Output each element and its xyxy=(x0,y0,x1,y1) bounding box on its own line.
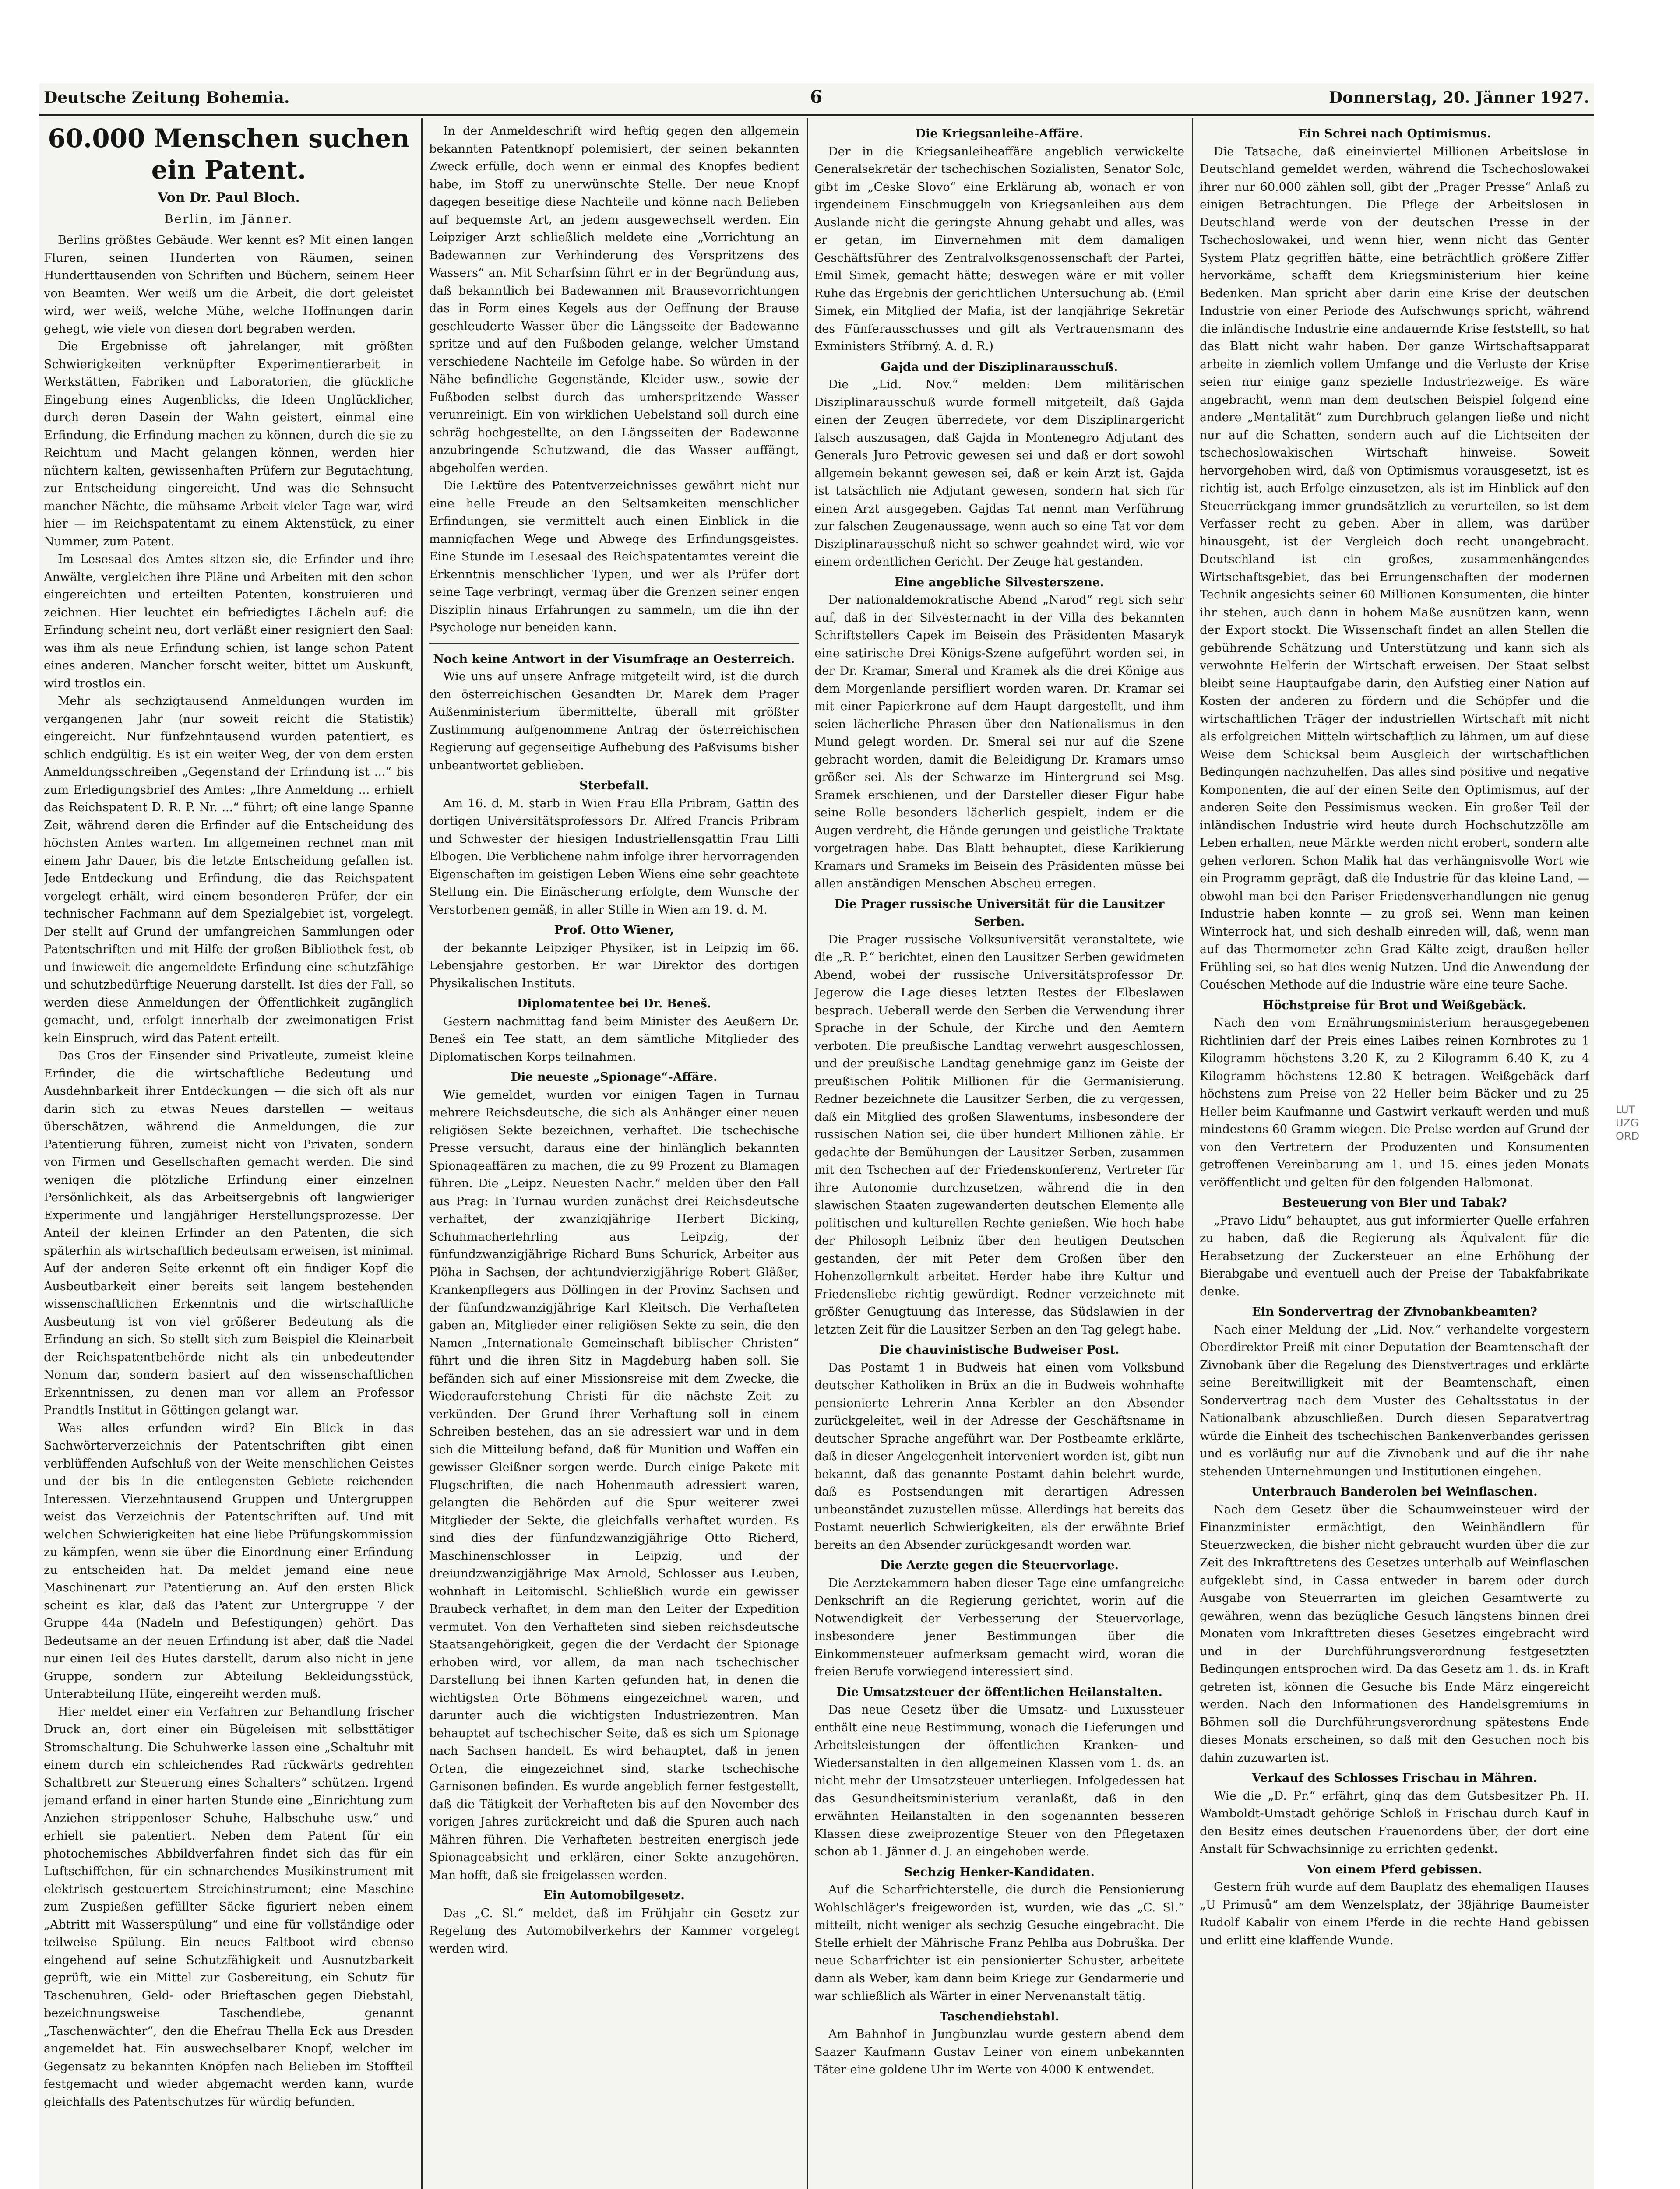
news-text: Die „Lid. Nov.“ melden: Dem militärischen Disziplinarausschuß wurde formell mitgeteilt, daß Gajda einen der Zeugen überredete, vor dem Disziplinargericht falsch auszusagen, daß Gajda in Montenegro Adjutant des Generals Juro Petrovic gewesen sei und daß er dort sowohl allgemein bekannt gewesen sei, daß er kein Arzt ist. Gajda ist tatsächlich nie Adjutant gewesen, sondern hat sich für einen Arzt ausgegeben. Gajdas Tat nennt man Verführung zur falschen Zeugenaussage, wenn auch so eine Tat vor dem Disziplinarausschuß nicht so schwer geahndet wird, wie vor einem ordentlichen Gericht. Der Zeuge hat gestanden. xyxy=(814,378,1184,569)
margin-stamp-line: UZG xyxy=(1616,1117,1639,1129)
news-item xyxy=(429,1069,799,1884)
article-paragraph: Was alles erfunden wird? Ein Blick in das Sachwörterverzeichnis der Patentschriften gibt einen verblüffenden Aufschluß von der Weite menschlichen Geistes und der bis in die entlegensten Gebiete reichenden Interessen. Vierzehntausend Gruppen und Untergruppen weist das Verzeichnis der Patentschriften auf. Und mit welchen Schwierigkeiten hat eine liebe Prüfungskommission zu kämpfen, wenn sie über die Einordnung einer Erfindung zu entscheiden hat. Da meldet jemand eine neue Maschinenart zur Patentierung an. Auf den ersten Blick scheint es klar, daß das Patent zur Untergruppe 7 der Gruppe 44a (Nadeln und Befestigungen) gehört. Das Bedeutsame an der neuen Erfindung ist aber, daß die Nadel nur einen Teil des Hutes darstellt, darum also nicht in jene Gruppe, sondern zur Abteilung Bekleidungsstück, Unterabteilung Hüte, eingereiht werden muß. xyxy=(44,1421,414,1701)
news-item xyxy=(814,1557,1184,1681)
news-headline: Die neueste „Spionage“-Affäre. xyxy=(511,1070,718,1084)
news-headline: Höchstpreise für Brot und Weißgebäck. xyxy=(1263,998,1526,1012)
news-headline: Ein Sondervertrag der Zivnobankbeamten? xyxy=(1252,1305,1537,1319)
news-item xyxy=(429,1887,799,1958)
news-text: Der nationaldemokratische Abend „Narod“ regt sich sehr auf, daß in der Silvesternacht in der Villa des bekannten Schriftstellers Capek im Beisein des Präsidenten Masaryk eine satirische Drei Königs-Szene aufgeführt worden sei, in der Dr. Kramar, Smeral und Kramek als die drei Könige aus dem Morgenlande persifliert worden waren. Dr. Kramar sei mit einer Papierkrone auf dem Haupt dargestellt, und ihm seien lächerliche Phrasen über den Nationalismus in den Mund gelegt worden. Dr. Smeral sei nur auf die Szene gebracht worden, damit die Beleidigung Dr. Kramars umso größer sei. Als der Schwarze im Hintergrund sei Msg. Sramek erschienen, und der Darsteller dieser Figur habe seine Rolle besonders lächerlich gespielt, indem er die Augen verdreht, die Hände gerungen und geistliche Traktate vorgetragen habe. Das Blatt behauptet, diese Karikierung Kramars und Srameks im Beisein des Präsidenten müsse bei allen anständigen Menschen Abscheu erregen. xyxy=(814,593,1184,890)
masthead xyxy=(39,83,1594,116)
news-item xyxy=(1200,1194,1589,1301)
page-number: 6 xyxy=(810,87,822,107)
news-headline: Die chauvinistische Budweiser Post. xyxy=(879,1343,1120,1357)
news-list xyxy=(814,125,1184,2079)
paper-name: Deutsche Zeitung Bohemia. xyxy=(44,88,290,107)
issue-date: Donnerstag, 20. Jänner 1927. xyxy=(1329,88,1589,107)
news-item xyxy=(814,1864,1184,2006)
news-headline: Sterbefall. xyxy=(579,779,649,792)
newspaper-page xyxy=(39,83,1594,2189)
news-item xyxy=(814,125,1184,356)
news-list xyxy=(429,651,799,1958)
article-paragraph: Hier meldet einer ein Verfahren zur Behandlung frischer Druck an, dort einer ein Bügeleisen mit selbsttätiger Stromschaltung. Die Schuhwerke lassen eine „Schaltuhr mit einem durch ein schleichendes Rad rückwärts gedrehten Schaltbrett zur Steuerung eines Schalters“ schützen. Irgend jemand erfand in einer harten Stunde eine „Einrichtung zum Anziehen strippenloser Schuhe, Halbschuhe usw.“ und erhielt sie patentiert. Neben dem Patent für ein photochemisches Abbildverfahren findet sich das für ein Luftschiffchen, für ein schnarchendes Musikinstrument mit elektrisch gesteuertem Streichinstrument; eine Maschine zum Zuspießen gefüllter Säcke figuriert neben einem „Abtritt mit Wasserspülung“ und eine für vollständige oder teilweise Spülung. Ein neues Faltboot wird ebenso eingehend auf seine Schutzfähigkeit und Ausnutzbarkeit geprüft, wie ein Mittel zur Gasbereitung, ein Schutz für Taschenuhren, Geld- oder Brieftaschen gegen Diebstahl, bezeichnungsweise Taschendiebe, genannt „Taschenwächter“, den die Ehefrau Thella Eck aus Dresden angemeldet hat. Ein auswechselbarer Knopf, welcher im Gegensatz zu bekannten Knöpfen nach Belieben im Stoffteil festgemacht und wieder abgemacht werden kann, wurde gleichfalls des Patentschutzes für würdig befunden. xyxy=(44,1705,414,2109)
column-rule xyxy=(421,118,423,2189)
news-item xyxy=(1200,997,1589,1192)
news-text: der bekannte Leipziger Physiker, ist in Leipzig im 66. Lebensjahre gestorben. Er war Direktor des dortigen Physikalischen Instituts. xyxy=(429,941,799,990)
news-headline: Taschendiebstahl. xyxy=(940,2010,1059,2024)
news-headline: Ein Schrei nach Optimismus. xyxy=(1298,127,1491,141)
article-paragraph: In der Anmeldeschrift wird heftig gegen den allgemein bekannten Patentknopf polemisiert, der seinen bekannten Zweck erfülle, doch wenn er einmal des Knopfes bedient habe, im Stoff zu unerwünschte Stelle. Der neue Knopf dagegen beseitige diese Nachteile und könne nach Belieben auf bequemste Art, an jedem ausgewechselt werden. Ein Leipziger Arzt schließlich meldete eine „Vorrichtung an Badewannen zur Verhinderung des Verspritzens des Wassers“ an. Mit Scharfsinn führt er in der Begründung aus, daß bekanntlich bei Badewannen mit Brausevorrichtungen das in Form eines Kegels aus der Oeffnung der Brause geschleuderte Wasser über die Längsseite der Badewanne spritze und auf den Fußboden gelange, welcher Umstand verschiedene Nachteile im Gefolge habe. So würden in der Nähe befindliche Gegenstände, Kleider usw., sowie der Fußboden selbst durch das umherspritzende Wasser verunreinigt. Ein von wirklichen Uebelstand soll durch eine schräg hochgestellte, an den Längsseiten der Badewanne anzubringende Schutzwand, die das Wasser auffängt, abgeholfen werden. xyxy=(429,124,799,475)
news-headline: Noch keine Antwort in der Visumfrage an Oesterreich. xyxy=(433,652,795,666)
news-item xyxy=(1200,1861,1589,1950)
news-headline: Die Kriegsanleihe-Affäre. xyxy=(915,127,1084,141)
news-headline: Verkauf des Schlosses Frischau in Mähren. xyxy=(1252,1771,1537,1785)
news-text: Gestern nachmittag fand beim Minister des Aeußern Dr. Beneš ein Tee statt, an dem sämtliche Mitglieder des Diplomatischen Korps teilnahmen. xyxy=(429,1014,799,1064)
margin-stamp-line: LUT xyxy=(1616,1104,1635,1116)
news-item xyxy=(429,777,799,919)
column-rule xyxy=(1192,118,1193,2189)
news-text: Wie gemeldet, wurden vor einigen Tagen in Turnau mehrere Reichsdeutsche, die sich als Anhänger einer neuen religiösen Sekte bezeichnen, verhaftet. Die tschechische Presse versucht, daraus eine der hinlänglich bekannten Spionageaffären zu machen, die zu 99 Prozent zu Blamagen führen. Die „Leipz. Neuesten Nachr.“ melden über den Fall aus Prag: In Turnau wurden zunächst drei Reichsdeutsche verhaftet, der zwanzigjährige Herbert Bicking, Schuhmacherlehrling aus Leipzig, der fünfundzwanzigjährige Richard Buns Schurick, Arbeiter aus Plöha in Sachsen, der achtundvierzigjährige Robert Gläßer, Krankenpflegers aus Döllingen in der Provinz Sachsen und der fünfundzwanzigjährige Karl Kleitsch. Die Verhafteten gaben an, Mitglieder einer religiösen Sekte zu sein, die den Namen „Internationale Gemeinschaft biblischer Christen“ führt und die ihren Sitz in Magdeburg haben soll. Sie befänden sich auf einer Missionsreise mit dem Zwecke, die Wiederauferstehung Christi für die nächste Zeit zu verkünden. Der Grund ihrer Verhaftung soll in einem Schreiben bestehen, das an sie adressiert war und in dem sich die Mitteilung befand, daß für Munition und Waffen ein gewisser Gleißner sorgen werde. Durch einige Pakete mit Flugschriften, die nach Hohenmauth adressiert waren, gelangten die Behörden auf die Spur weiterer zwei Mitglieder der Sekte, die gleichfalls verhaftet wurden. Es sind dies der fünfundzwanzigjährige Otto Richerd, Maschinenschlosser in Leipzig, und der dreiundzwanzigjährige Max Arnold, Schlosser aus Leuben, wohnhaft in Leitomischl. Schließlich wurde ein gewisser Braubeck verhaftet, in dem man den Leiter der Expedition vermutet. Von den Verhafteten sind sieben reichsdeutsche Staatsangehörigkeit, gegen die der Verdacht der Spionage erhoben wird, vor allem, da man nach tschechischer Darstellung bei ihnen Karten gefunden hat, in denen die wichtigsten Orte Böhmens eingezeichnet waren, und darunter auch die wichtigsten Industriezentren. Man behauptet auf tschechischer Seite, daß es sich um Spionage nach Sachsen handelt. Es wird behauptet, daß in jenen Orten, die eingezeichnet sind, starke tschechische Garnisonen befinden. Es wurde angeblich ferner festgestellt, daß die Tätigkeit der Verhafteten bis auf den November des vorigen Jahres zurückreicht und daß die Spuren auch nach Mähren führen. Die Verhafteten bestreiten energisch jede Spionageabsicht und erklären, einer Sekte anzugehören. Man hofft, daß sie freigelassen werden. xyxy=(429,1088,799,1882)
article-byline: Von Dr. Paul Bloch. xyxy=(158,190,300,205)
news-list xyxy=(1200,125,1589,1950)
news-text: Die Tatsache, daß eineinviertel Millionen Arbeitslose in Deutschland gemeldet werden, während die Tschechoslowakei ihrer nur 60.000 zählen soll, gibt der „Prager Presse“ Anlaß zu einigen Betrachtungen. Die Pflege der Arbeitslosen in Deutschland werde von der deutschen Presse in der Tschechoslowakei, und wenn hier, wenn nicht das Genter System Platz gegriffen hätte, eine beträchtlich größere Ziffer hervorkäme, schafft dem Kriegsministerium hier keine Bedenken. Man spricht aber darin eine Krise der deutschen Industrie von einer Periode des Aufschwungs spricht, während die inländische Industrie eine andauernde Krise feststellt, so hat das Blatt nicht wahr haben. Der ganze Wirtschaftsapparat arbeite in ziemlich vollem Umfange und die Verluste der Krise seien nur einige ganz spezielle Industriezweige. Es wäre angebracht, wenn man dem deutschen Beispiel folgend eine andere „Mentalität“ zum Durchbruch gelangen ließe und nicht nur auf die Schatten, sondern auch auf die Lichtseiten der tschechoslowakischen Wirtschaft hinweise. Soweit hervorgehoben wird, daß von Optimismus vorausgesetzt, ist es richtig ist, auch Erfolge einzusetzen, als ist im Hinblick auf den Steuerrückgang immer grundsätzlich zu verurteilen, so ist dem Verfasser recht zu geben. Aber in allem, was darüber hinausgeht, ist der Vergleich doch recht unangebracht. Deutschland ist ein großes, zusammenhängendes Wirtschaftsgebiet, das bei Errungenschaften der modernen Technik angesichts seiner 60 Millionen Konsumenten, die hinter ihr stehen, auch dann in hohem Maße ausnützen kann, wenn der Export stockt. Die Wissenschaft findet an allen Stellen die gebührende Schätzung und Unterstützung und kann sich als verwohnte Helferin der Wirtschaft erweisen. Der Staat selbst bleibt seine Hauptaufgabe darin, den Aufstieg einer Nation auf Kosten der anderen zu fördern und die Schöpfer und die wirtschaftlichen Träger der industriellen Wirtschaft mit nicht als erfolgreichen Mitteln wirtschaftlich zu lähmen, um auf diese Weise dem Schicksal beim Ausgleich der wirtschaftlichen Bedingungen nachzuhelfen. Das alles sind positive und negative Komponenten, die auf der einen Seite den Optimismus, auf der anderen Seite den Pessimismus wecken. Ein großer Teil der inländischen Industrie wird heute durch Hochschutzzölle am Leben erhalten, neue Märkte werden nicht erobert, sondern alte gehen verloren. Schon Malik hat das verhängnisvolle Wort wie ein Programm geprägt, daß die Industrie für das kleine Land, — obwohl man bei den Pariser Friedensverhandlungen nie genug Industrie haben konnte — zu groß sei. Wenn man keinen Winterrock hat, und sich deshalb einreden will, daß, wenn man auf das Thermometer zehn Grad Kälte zeigt, draußen heller Frühling sei, so hat dies wenig Nutzen. Und die Anwendung der Couéschen Methode auf die Industrie wäre eine teure Sache. xyxy=(1200,144,1589,992)
column-1 xyxy=(44,123,414,2189)
news-text: Wie uns auf unsere Anfrage mitgeteilt wird, ist die durch den österreichischen Gesandten Dr. Marek dem Prager Außenministerium übermittelte, überall mit größter Zustimmung aufgenommene Antrag der österreichischen Regierung auf gegenseitige Aufhebung des Paßvisums bisher unbeantwortet geblieben. xyxy=(429,670,799,772)
news-headline: Ein Automobilgesetz. xyxy=(543,1889,685,1902)
news-item xyxy=(1200,1303,1589,1481)
news-headline: Diplomatentee bei Dr. Beneš. xyxy=(517,997,711,1010)
article-paragraph: Die Ergebnisse oft jahrelanger, mit größten Schwierigkeiten verknüpfter Experimentierarbeit in Werkstätten, Fabriken und Laboratorien, die glückliche Eingebung eines Augenblicks, die Ideen Unglücklicher, durch deren Dasein der Wahn geistert, einmal eine Erfindung, die Erfindung machen zu können, durch die sie zu Reichtum und Macht gelangen können, werden hier nüchtern kalten, gewissenhaften Prüfern zur Begutachtung, zur Entscheidung eingereicht. Und was die Sehnsucht mancher Nächte, die mühsame Arbeit vieler Tage war, wird hier — im Reichspatentamt zu einem Aktenstück, zu einer Nummer, zum Patent. xyxy=(44,340,414,549)
news-text: „Pravo Lidu“ behauptet, aus gut informierter Quelle erfahren zu haben, daß die Regierung als Äquivalent für die Herabsetzung der Zuckersteuer an eine Erhöhung der Bierabgabe und eventuell auch der Preise der Tabakfabrikate denke. xyxy=(1200,1214,1589,1299)
article-paragraph: Die Lektüre des Patentverzeichnisses gewährt nicht nur eine helle Freude an den Seltsamkeiten menschlicher Erfindungen, sie vermittelt auch einen Einblick in die mannigfachen Wege und Abwege des Erfindungsgeistes. Eine Stunde im Lesesaal des Reichspatentamtes vereint die Erkenntnis menschlicher Typen, und wer als Prüfer dort seine Tage verbringt, vermag über die Grenzen seiner engen Disziplin hinaus Erfahrungen zu sammeln, um die ihn der Psychologe nur beneiden kann. xyxy=(429,479,799,634)
news-item xyxy=(1200,1483,1589,1767)
column-4 xyxy=(1200,123,1589,2189)
news-headline: Gajda und der Disziplinarausschuß. xyxy=(881,360,1118,374)
news-item xyxy=(814,896,1184,1339)
news-headline: Die Aerzte gegen die Steuervorlage. xyxy=(880,1559,1119,1572)
column-2 xyxy=(429,123,799,2189)
news-headline: Die Prager russische Universität für die Lausitzer Serben. xyxy=(834,897,1165,929)
news-text: Das „C. Sl.“ meldet, daß im Frühjahr ein Gesetz zur Regelung des Automobilverkehrs der Kammer vorgelegt werden wird. xyxy=(429,1906,799,1956)
section-divider xyxy=(429,643,799,644)
margin-stamp-line: ORD xyxy=(1616,1130,1640,1142)
news-headline: Besteuerung von Bier und Tabak? xyxy=(1282,1196,1507,1210)
news-headline: Von einem Pferd gebissen. xyxy=(1307,1862,1483,1876)
news-item xyxy=(814,2008,1184,2079)
news-item xyxy=(814,359,1184,571)
news-text: Gestern früh wurde auf dem Bauplatz des ehemaligen Hauses „U Primusů“ am dem Wenzelsplatz, der 38jährige Baumeister Rudolf Kabalir von einem Pferde in die rechte Hand gebissen und erlitt eine klaffende Wunde. xyxy=(1200,1880,1589,1947)
news-text: Nach einer Meldung der „Lid. Nov.“ verhandelte vorgestern Oberdirektor Preiß mit einer Deputation der Beamtenschaft der Zivnobank über die Regelung des Dienstvertrages und erklärte seine Bereitwilligkeit mit der Beamtenschaft, einen Sondervertrag nach dem Muster des Gehaltsstatus in der Nationalbank abzuschließen. Durch diesen Separatvertrag würde die Einheit des tschechischen Bankenverbandes gerissen und es vorläufig nur auf die Zivnobank und auf die ihr nahe stehenden Unternehmungen und Institutionen eingehen. xyxy=(1200,1323,1589,1478)
news-headline: Unterbrauch Banderolen bei Weinflaschen. xyxy=(1251,1485,1538,1499)
article-paragraph: Das Gros der Einsender sind Privatleute, zumeist kleine Erfinder, die die wirtschaftliche Bedeutung und Ausdehnbarkeit ihrer Entdeckungen — die sich oft als nur darin sich zu etwas Neues darstellen — weitaus überschätzen, während die Anmeldungen, die zur Patentierung führen, zumeist nicht von Privaten, sondern von Firmen und Gesellschaften gemacht werden. Die sind wenigen die plötzliche Erfindung einer einzelnen Persönlichkeit, als das Arbeitsergebnis oft langwieriger Experimente und langjähriger Herstellungsprozesse. Der Anteil der kleinen Erfinder an den Patenten, die sich späterhin als wirtschaftlich bedeutsam erweisen, ist minimal. Auf der anderen Seite erkennt oft ein findiger Kopf die Ausbeutbarkeit einer bereits seit langem bestehenden wissenschaftlichen Erkenntnis und die wirtschaftliche Ausbeutung ist von viel größerer Bedeutung als die Erfindung an sich. So stellt sich zum Beispiel die Kleinarbeit der Reichspatentbehörde nicht als ein unbedeutender Nonum dar, sondern basiert auf den wissenschaftlichen Erkenntnissen, zu denen man vor allem an Professor Prandtls Institut in Göttingen gelangt war. xyxy=(44,1049,414,1417)
article-paragraph: Berlins größtes Gebäude. Wer kennt es? Mit einen langen Fluren, seinen Hunderten von Räumen, seinen Hunderttausenden von Schriften und Büchern, seinem Heer von Beamten. Wer weiß um die Arbeit, die dort geleistet wird, wer weiß, welche Mühe, welche Hoffnungen darin gehegt, wie viele von diesen dort begraben werden. xyxy=(44,233,414,336)
news-item xyxy=(429,922,799,992)
news-text: Das Postamt 1 in Budweis hat einen vom Volksbund deutscher Katholiken in Brüx an die in Budweis wohnhafte pensionierte Lehrerin Anna Kerbler an den Absender zurückgeleitet, weil in der Adresse der Geschäftsname in deutscher Sprache angeführt war. Der Postbeamte erklärte, daß in dieser Angelegenheit interveniert worden ist, gibt nun bekannt, daß das genannte Postamt dahin belehrt wurde, daß es Postsendungen mit derartigen Adressen unbeanständet zuzustellen müsse. Allerdings hat bereits das Postamt neuerlich Schwierigkeiten, als der erwähnte Brief bereits an den Absender zurückgesandt worden war. xyxy=(814,1361,1184,1552)
news-text: Wie die „D. Pr.“ erfährt, ging das dem Gutsbesitzer Ph. H. Wamboldt-Umstadt gehörige Schloß in Frischau durch Kauf in den Besitz eines deutschen Frauenordens über, der dort eine Anstalt für Schwachsinnige zu errichten gedenkt. xyxy=(1200,1789,1589,1856)
news-headline: Eine angebliche Silvesterszene. xyxy=(895,575,1104,589)
article-headline: 60.000 Menschen suchen ein Patent. xyxy=(48,123,410,185)
news-text: Die Aerztekammern haben dieser Tage eine umfangreiche Denkschrift an die Regierung gerichtet, worin auf die Notwendigkeit der Verbesserung der Steuervorlage, insbesondere jener Bestimmungen über die Einkommensteuer aufmerksam gemacht wird, woran die freien Berufe vorwiegend interessiert sind. xyxy=(814,1576,1184,1679)
news-headline: Prof. Otto Wiener, xyxy=(554,923,674,937)
news-headline: Die Umsatzsteuer der öffentlichen Heilanstalten. xyxy=(836,1685,1162,1699)
news-text: Der in die Kriegsanleiheaffäre angeblich verwickelte Generalsekretär der tschechischen Sozialisten, Senator Solc, gibt im „Ceske Slovo“ eine Erklärung ab, wonach er von irgendeinem Einschmuggeln von Kriegsanleihen aus dem Auslande nicht die geringste Ahnung gehabt und alles, was er getan, im Einvernehmen mit dem damaligen Geschäftsführer des Zentralvolksgenossenschaft der Partei, Emil Simek, gemacht hätte; deswegen wäre er mit voller Ruhe das Ergebnis der gerichtlichen Untersuchung ab. (Emil Simek, ein Mitglied der Mafia, ist der langjährige Sekretär des Fünferausschusses und gilt als Vertrauensmann des Exministers Stříbrný. A. d. R.) xyxy=(814,144,1184,353)
column-3 xyxy=(814,123,1184,2189)
news-item xyxy=(814,1684,1184,1861)
news-text: Nach den vom Ernährungsministerium herausgegebenen Richtlinien darf der Preis eines Laibes reinen Kornbrotes zu 1 Kilogramm höchstens 3.20 K, zu 2 Kilogramm 6.40 K, zu 4 Kilogramm höchstens 12.80 K betragen. Weißgebäck darf höchstens zum Preise von 22 Heller beim Bäcker und zu 25 Heller beim Kaufmanne und Gastwirt verkauft werden und muß mindestens 60 Gramm wiegen. Die Preise werden auf Grund der von den Vertretern der Produzenten und Konsumenten getroffenen Vereinbarung am 1. und 15. eines jeden Monats veröffentlicht und gelten für den folgenden Halbmonat. xyxy=(1200,1016,1589,1190)
margin-stamp xyxy=(1616,1103,1639,1143)
news-text: Nach dem Gesetz über die Schaumweinsteuer wird der Finanzminister ermächtigt, den Weinhändlern für Steuerzwecken, die bisher nicht gebraucht wurden über die zur Zeit des Inkrafttretens des Gesetzes unterhalb auf Weinflaschen aufgeklebt sind, in Cassa entweder in barem oder durch Ausgabe von Steuerrarten im gleichen Gesamtwerte zu gewähren, wenn das bezügliche Gesuch längstens binnen drei Monaten vom Inkrafttreten dieses Gesetzes eingebracht wird und in der Durchführungsverordnung festgesetzten Bedingungen entsprochen wird. Da das Gesetz am 1. ds. in Kraft getreten ist, können die Gesuche bis Ende März eingereicht werden. Nach den Informationen des Handelsgremiums in Böhmen soll die Durchführungsverordnung spätestens Ende dieses Monats erscheinen, so daß mit den Gesuchen noch bis dahin zuzuwarten ist. xyxy=(1200,1503,1589,1765)
news-item xyxy=(429,995,799,1066)
news-text: Auf die Scharfrichterstelle, die durch die Pensionierung Wohlschläger's freigeworden ist, wurden, wie das „C. Sl.“ mitteilt, nicht weniger als sechzig Gesuche eingebracht. Die Stelle erhielt der Mährische Franz Pehlba aus Dobruška. Der neue Scharfrichter ist ein pensionierter Schuster, arbeitete dann als Weber, kam dann beim Kriege zur Gendarmerie und war schließlich als Wärter in einer Nervenanstalt tätig. xyxy=(814,1883,1184,2003)
article-dateline: Berlin, im Jänner. xyxy=(164,212,293,226)
news-item xyxy=(814,1341,1184,1554)
news-item xyxy=(1200,125,1589,994)
article-paragraph: Im Lesesaal des Amtes sitzen sie, die Erfinder und ihre Anwälte, vergleichen ihre Pläne und Arbeiten mit den schon eingereichten und erteilten Patenten, konstruieren und zeichnen. Hier leuchtet ein befriedigtes Lächeln auf: die Erfindung scheint neu, dort verläßt einer resigniert den Saal: was ihm als neue Erfindung schien, ist lange schon Patent eines anderen. Mancher forscht weiter, bittet um Auskunft, wird trostlos ein. xyxy=(44,553,414,690)
news-text: Am 16. d. M. starb in Wien Frau Ella Pribram, Gattin des dortigen Universitätsprofessors Dr. Alfred Francis Pribram und Schwester der hiesigen Industriellensgattin Frau Lilli Elbogen. Die Verblichene nahm infolge ihrer hervorragenden Eigenschaften im geistigen Leben Wiens eine sehr geachtete Stellung ein. Die Einäscherung erfolgte, dem Wunsche der Verstorbenen gemäß, in aller Stille in Wien am 19. d. M. xyxy=(429,796,799,917)
news-text: Am Bahnhof in Jungbunzlau wurde gestern abend dem Saazer Kaufmann Gustav Leiner von einem unbekannten Täter eine goldene Uhr im Werte von 4000 K entwendet. xyxy=(814,2027,1184,2076)
news-item xyxy=(1200,1770,1589,1858)
column-rule xyxy=(807,118,808,2189)
news-text: Die Prager russische Volksuniversität veranstaltete, wie die „R. P.“ berichtet, einen den Lausitzer Serben gewidmeten Abend, wobei der russische Universitätsprofessor Dr. Jegerow die Lage dieses letzten Restes der Elbeslawen besprach. Ueberall werde den Serben die Verwendung ihrer Sprache in der Schule, der Kirche und den Aemtern verboten. Die preußische Landtag verwehrt ausgeschlossen, und der preußische Landtag genehmige ganz im Geiste der preußischen Politik Millionen für die Germanisierung. Redner bezeichnete die Lausitzer Serben, die zu vergessen, daß ein Mitglied des großen Slawentums, insbesondere der russischen Nation sei, die über hundert Millionen zähle. Er gedachte der Bemühungen der Lausitzer Serben, zusammen mit den Tschechen auf der Friedenskonferenz, Vertreter für ihre Autonomie durchzusetzen, während die in den slawischen Staaten zugewanderten deutschen Elemente alle politischen und kulturellen Rechte genießen. Wie hoch habe der Philosoph Leibniz über den heutigen Deutschen gestanden, der mit Peter dem Großen über den Hohenzollernkult arbeitet. Herder habe ihre Kultur und Friedensliebe richtig gewürdigt. Redner verzeichnete mit größter Genugtuung das Interesse, das Südslawien in der letzten Zeit für die Lausitzer Serben an den Tag gelegt habe. xyxy=(814,933,1184,1337)
news-item xyxy=(814,574,1184,893)
news-item xyxy=(429,651,799,775)
news-headline: Sechzig Henker-Kandidaten. xyxy=(904,1865,1095,1879)
article-paragraph: Mehr als sechzigtausend Anmeldungen wurden im vergangenen Jahr (nur soweit reicht die Statistik) eingereicht. Nur fünfzehntausend wurden patentiert, es schlich endgültig. Es ist ein weiter Weg, der von dem ersten Anmeldungsschreiben „Gegenstand der Erfindung ist ...“ bis zum Erledigungsbrief des Amtes: „Ihre Anmeldung ... erhielt das Reichspatent D. R. P. Nr. ...“ führt; oft eine lange Spanne Zeit, während deren die Erfinder auf die Entscheidung des höchsten Amtes warten. Im allgemeinen rechnet man mit einem Jahr Dauer, bis die letzte Entscheidung gefallen ist. Jede Entdeckung und Erfindung, die das Reichspatent vorgelegt erhält, wird einem besonderen Prüfer, der ein technischer Fachmann auf dem Spezialgebiet ist, vorgelegt. Der stellt auf Grund der umfangreichen Sammlungen oder Patentschriften und mit Hilfe der großen Bibliothek fest, ob und inwieweit die angemeldete Erfindung eine schutzfähige und schutzbedürftige Neuerung darstellt. Ist dies der Fall, so werden diese Anmeldungen der Öffentlichkeit zugänglich gemacht, und, erfolgt innerhalb der zweimonatigen Frist kein Einspruch, wird das Patent erteilt. xyxy=(44,694,414,1045)
news-text: Das neue Gesetz über die Umsatz- und Luxussteuer enthält eine neue Bestimmung, wonach die Lieferungen und Arbeitsleistungen der öffentlichen Kranken- und Wiedersanstalten in den allgemeinen Klassen vom 1. ds. an nicht mehr der Umsatzsteuer unterliegen. Infolgedessen hat das Gesundheitsministerium veranlaßt, daß in den erwähnten Heilanstalten in den sogenannten besseren Klassen diese zweiprozentige Steuer von den Pflegetaxen schon ab 1. Jänner d. J. an eingehoben werde. xyxy=(814,1703,1184,1858)
